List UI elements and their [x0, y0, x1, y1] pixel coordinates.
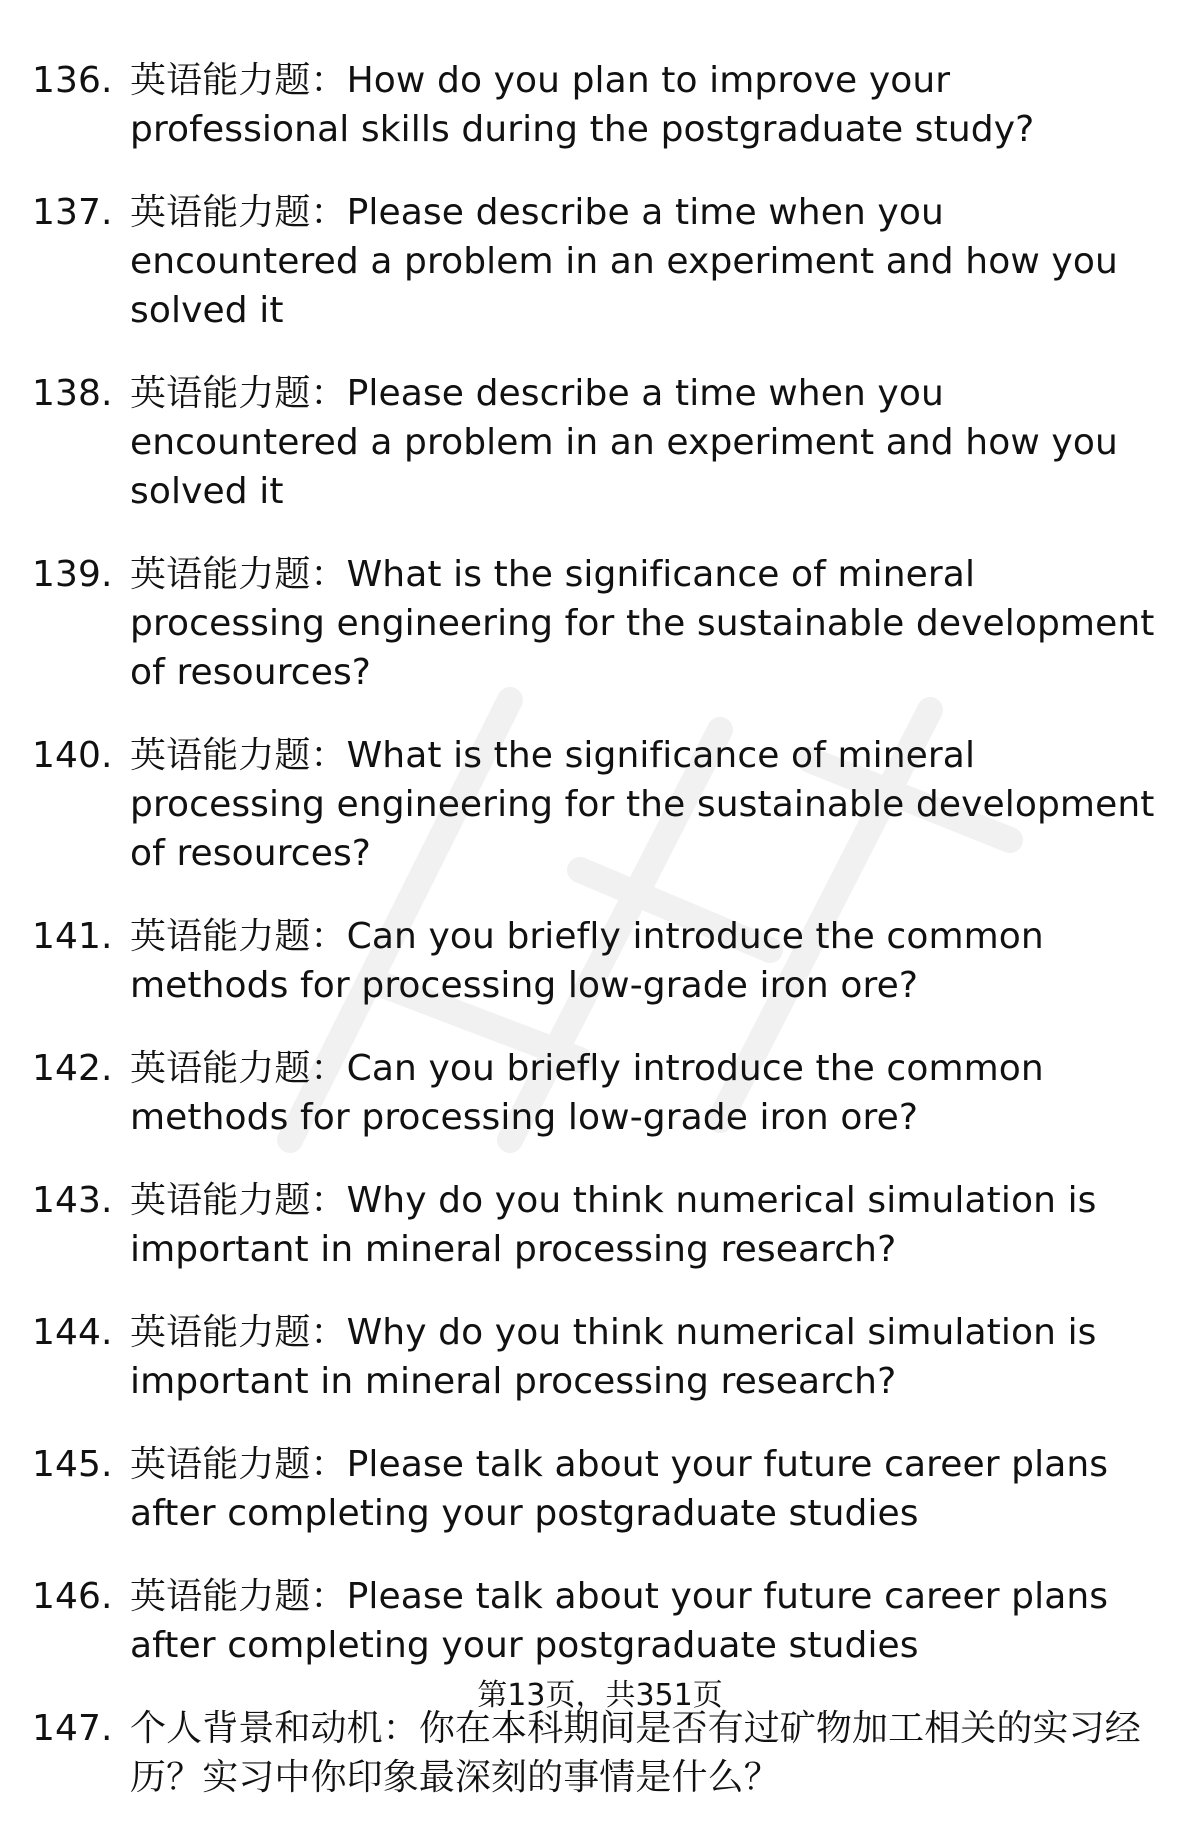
question-body: [130, 56, 1172, 154]
question-body: [130, 188, 1172, 335]
question-number: 138.: [32, 373, 113, 414]
question-category: 英语能力题：: [130, 1180, 347, 1221]
list-item: [32, 188, 1172, 335]
question-number: 146.: [32, 1576, 113, 1617]
page-number-label: 第13页，共351页: [477, 1678, 723, 1713]
question-text: How do you plan to improve your professional skills during the postgraduate study?: [130, 60, 1035, 150]
question-body: [130, 1308, 1172, 1406]
question-text: Please talk about your future career plans after completing your postgraduate studies: [130, 1576, 1109, 1666]
question-category: 英语能力题：: [130, 1048, 347, 1089]
question-body: [130, 731, 1172, 878]
list-item: [32, 1176, 1172, 1274]
question-number: 143.: [32, 1180, 113, 1221]
page-footer: [0, 1676, 1200, 1716]
list-item: [32, 1440, 1172, 1538]
list-item: [32, 56, 1172, 154]
question-number: 136.: [32, 60, 113, 101]
question-category: 英语能力题：: [130, 1444, 347, 1485]
question-number: 137.: [32, 192, 113, 233]
question-category: 个人背景和动机：: [130, 1708, 419, 1749]
question-text: Can you briefly introduce the common methods for processing low-grade iron ore?: [130, 1048, 1044, 1138]
list-item: [32, 369, 1172, 516]
question-text: Why do you think numerical simulation is important in mineral processing research?: [130, 1180, 1097, 1270]
list-item: [32, 1308, 1172, 1406]
question-category: 英语能力题：: [130, 735, 347, 776]
question-number: 147.: [32, 1708, 113, 1749]
question-text: Please describe a time when you encountered a problem in an experiment and how you solved it: [130, 192, 1118, 331]
question-category: 英语能力题：: [130, 373, 347, 414]
question-text: Please talk about your future career plans after completing your postgraduate studies: [130, 1444, 1109, 1534]
list-item: [32, 1572, 1172, 1670]
question-list: [32, 56, 1172, 1836]
question-text: Why do you think numerical simulation is important in mineral processing research?: [130, 1312, 1097, 1402]
question-category: 英语能力题：: [130, 1576, 347, 1617]
list-item: [32, 1044, 1172, 1142]
question-number: 144.: [32, 1312, 113, 1353]
question-body: [130, 1044, 1172, 1142]
question-body: [130, 550, 1172, 697]
list-item: [32, 550, 1172, 697]
list-item: [32, 731, 1172, 878]
question-body: [130, 1704, 1172, 1802]
question-text: 你在本科期间是否有过矿物加工相关的实习经历？实习中你印象最深刻的事情是什么？: [130, 1708, 1141, 1798]
question-category: 英语能力题：: [130, 60, 347, 101]
question-body: [130, 1440, 1172, 1538]
question-body: [130, 1176, 1172, 1274]
question-text: Can you briefly introduce the common methods for processing low-grade iron ore?: [130, 916, 1044, 1006]
question-category: 英语能力题：: [130, 554, 347, 595]
question-text: What is the significance of mineral processing engineering for the sustainable development of resources?: [130, 554, 1155, 693]
question-category: 英语能力题：: [130, 1312, 347, 1353]
list-item: [32, 1704, 1172, 1802]
question-text: Please describe a time when you encountered a problem in an experiment and how you solved it: [130, 373, 1118, 512]
question-body: [130, 1572, 1172, 1670]
question-category: 英语能力题：: [130, 916, 347, 957]
list-item: [32, 912, 1172, 1010]
question-number: 140.: [32, 735, 113, 776]
question-text: What is the significance of mineral processing engineering for the sustainable development of resources?: [130, 735, 1155, 874]
question-body: [130, 912, 1172, 1010]
question-body: [130, 369, 1172, 516]
question-number: 145.: [32, 1444, 113, 1485]
question-number: 141.: [32, 916, 113, 957]
question-category: 英语能力题：: [130, 192, 347, 233]
question-number: 139.: [32, 554, 113, 595]
question-number: 142.: [32, 1048, 113, 1089]
